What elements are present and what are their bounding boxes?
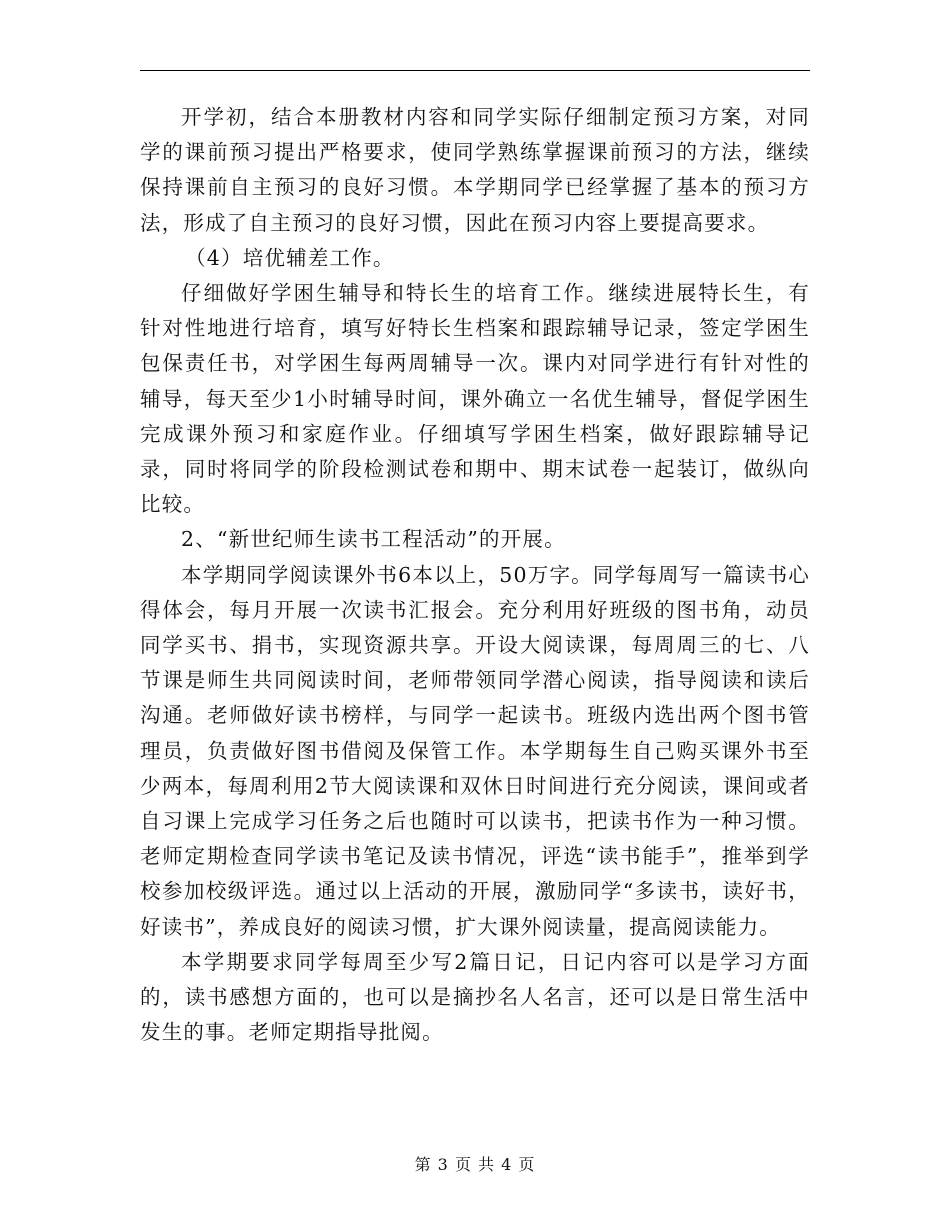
- document-body: [140, 100, 810, 1050]
- paragraph-reading-project: 本学期同学阅读课外书6本以上，50万字。同学每周写一篇读书心得体会，每月开展一次读书汇报会。充分利用好班级的图书角，动员同学买书、捐书，实现资源共享。开设大阅读课，每周周三的七、八节课是师生共同阅读时间，老师带领同学潜心阅读，指导阅读和读后沟通。老师做好读书榜样，与同学一起读书。班级内选出两个图书管理员，负责做好图书借阅及保管工作。本学期每生自己购买课外书至少两本，每周利用2节大阅读课和双休日时间进行充分阅读，课间或者自习课上完成学习任务之后也随时可以读书，把读书作为一种习惯。老师定期检查同学读书笔记及读书情况，评选“读书能手”，推举到学校参加校级评选。通过以上活动的开展，激励同学“多读书，读好书，好读书”，养成良好的阅读习惯，扩大课外阅读量，提高阅读能力。: [140, 562, 810, 939]
- header-rule: [140, 70, 810, 71]
- paragraph-preview-plan: 开学初，结合本册教材内容和同学实际仔细制定预习方案，对同学的课前预习提出严格要求，使同学熟练掌握课前预习的方法，继续保持课前自主预习的良好习惯。本学期同学已经掌握了基本的预习方法，形成了自主预习的良好习惯，因此在预习内容上要提高要求。: [140, 105, 810, 235]
- paragraph-tutoring: 仔细做好学困生辅导和特长生的培育工作。继续进展特长生，有针对性地进行培育，填写好特长生档案和跟踪辅导记录，签定学困生包保责任书，对学困生每两周辅导一次。课内对同学进行有针对性的辅导，每天至少1小时辅导时间，课外确立一名优生辅导，督促学困生完成课外预习和家庭作业。仔细填写学困生档案，做好跟踪辅导记录，同时将同学的阶段检测试卷和期中、期末试卷一起装订，做纵向比较。: [140, 281, 810, 517]
- section-heading-reading-project: 2、“新世纪师生读书工程活动”的开展。: [181, 527, 566, 552]
- page-footer: [0, 1152, 950, 1175]
- paragraph-diary: 本学期要求同学每周至少写2篇日记，日记内容可以是学习方面的，读书感想方面的，也可以是摘抄名人名言，还可以是日常生活中发生的事。老师定期指导批阅。: [140, 949, 810, 1045]
- section-heading-tutoring: （4）培优辅差工作。: [185, 245, 395, 270]
- page-number: 第 3 页 共 4 页: [414, 1155, 536, 1174]
